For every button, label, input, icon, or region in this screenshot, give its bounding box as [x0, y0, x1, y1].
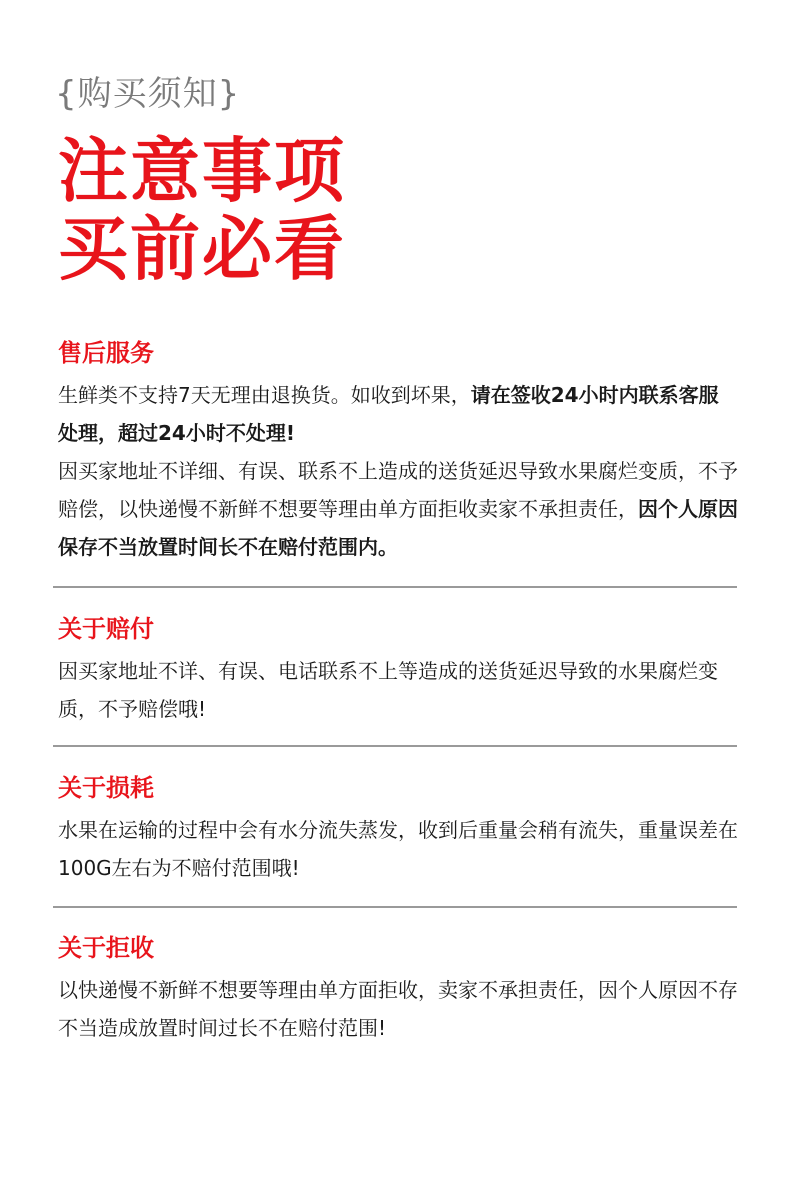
section-after-sales [58, 338, 738, 566]
section-body: 以快递慢不新鲜不想要等理由单方面拒收，卖家不承担责任，因个人原因不存不当造成放置时间过长不在赔付范围! [58, 978, 738, 1040]
section-title: 关于损耗 [58, 774, 154, 802]
divider [53, 586, 737, 588]
section-body: 因买家地址不详、有误、电话联系不上等造成的送货延迟导致的水果腐烂变质，不予赔偿哦! [58, 659, 718, 721]
divider [53, 745, 737, 747]
body-text-bold: 因个人原因保存不当放置时间长不在赔付范围内。 [58, 497, 738, 559]
notice-tag: {购买须知} [55, 74, 241, 114]
headline-line-2: 买前必看 [58, 208, 346, 290]
headline-line-1: 注意事项 [58, 130, 346, 212]
section-compensation [58, 614, 738, 728]
divider [53, 906, 737, 908]
section-title: 关于拒收 [58, 934, 154, 962]
section-loss [58, 773, 738, 887]
section-rejection [58, 933, 738, 1047]
headline [58, 132, 346, 288]
section-title: 关于赔付 [58, 615, 154, 643]
body-text: 生鲜类不支持7天无理由退换货。如收到坏果， [58, 383, 471, 407]
section-body: 水果在运输的过程中会有水分流失蒸发，收到后重量会稍有流失，重量误差在100G左右为不赔付范围哦! [58, 818, 738, 880]
body-text: 因买家地址不详细、有误、联系不上造成的送货延迟导致水果腐烂变质，不予赔偿，以快递慢不新鲜不想要等理由单方面拒收卖家不承担责任， [58, 459, 738, 521]
body-text-bold: 请在签收24小时内联系客服处理，超过24小时不处理! [58, 383, 719, 445]
section-title: 售后服务 [58, 339, 154, 367]
section-body [58, 376, 738, 566]
